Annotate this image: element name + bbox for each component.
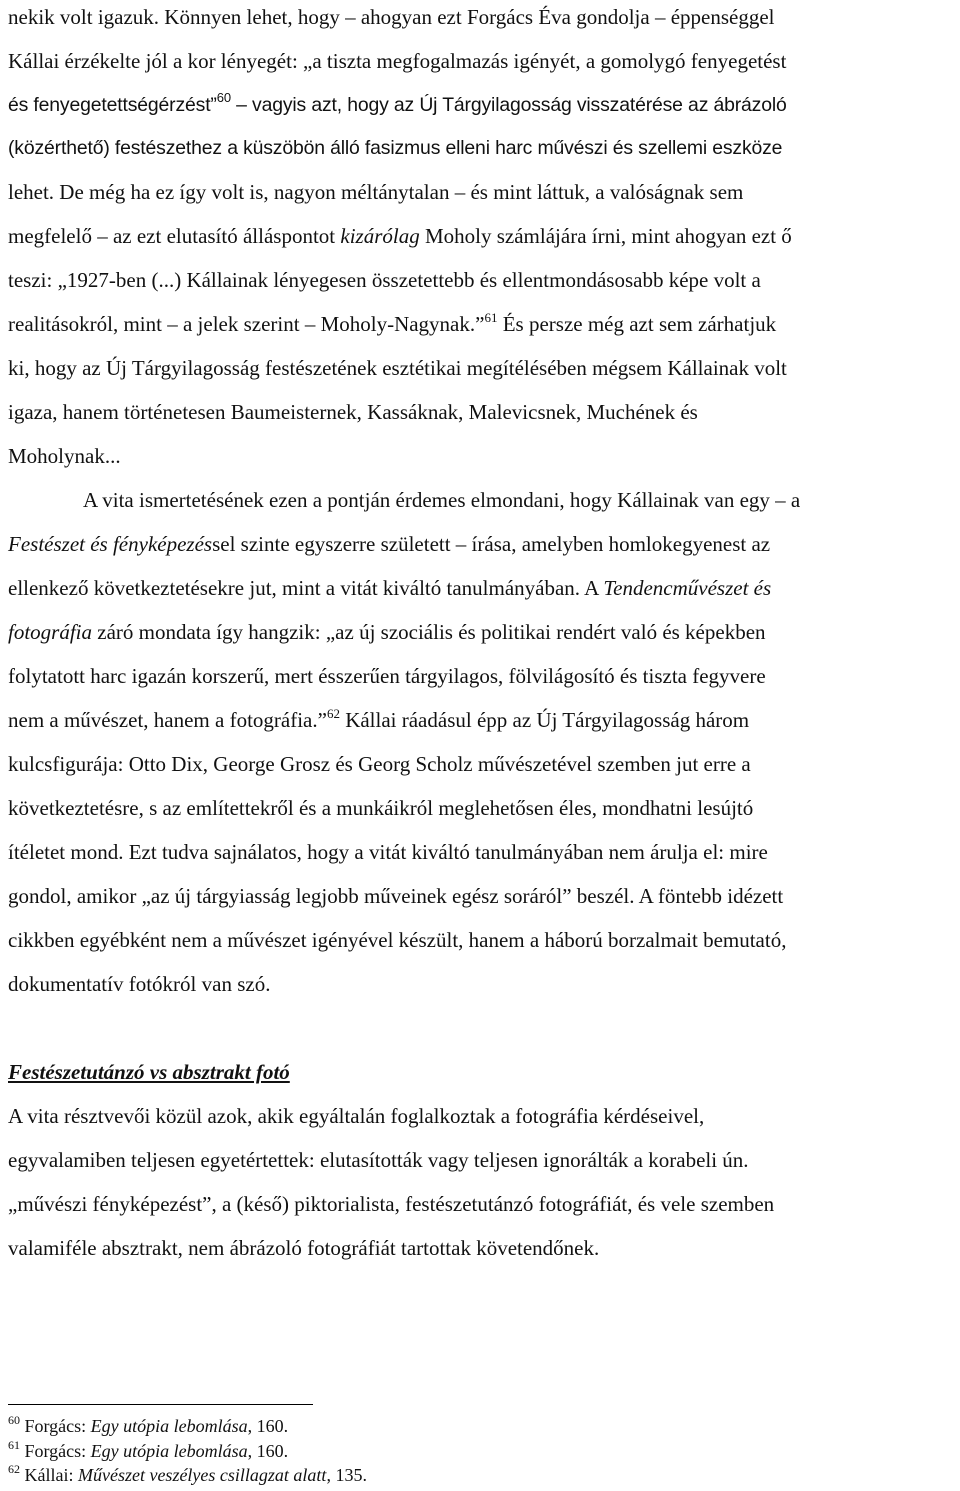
work-title-cont: fotográfia xyxy=(8,620,93,644)
footnote-60: $^{60}$ Forgács: Egy utópia lebomlása, 160. xyxy=(8,1413,289,1436)
paragraph-2-line-6: nem a művészet, hanem a fotográfia.”$^{62}$ Kállai ráadásul épp az Új Tárgyilagosság három xyxy=(8,706,750,732)
paragraph-2-line-12: dokumentatív fotókról van szó. xyxy=(8,972,271,996)
footnote-ref-61[interactable]: 61 xyxy=(484,310,498,325)
paragraph-1-line-3: és fenyegetettségérzést”$^{60}$ – vagyis azt, hogy az Új Tárgyilagosság visszatérése az ábrázoló xyxy=(8,90,787,116)
paragraph-1-line-5: lehet. De még ha ez így volt is, nagyon méltánytalan – és mint láttuk, a valóságnak sem xyxy=(8,180,744,204)
paragraph-1-line-4: (közérthető) festészethez a küszöbön álló fasizmus elleni harc művészi és szellemi eszköze xyxy=(8,137,783,159)
paragraph-1-line-11: Moholynak... xyxy=(8,444,121,468)
section-heading: Festészetutánzó vs absztrakt fotó xyxy=(8,1060,290,1084)
paragraph-3-line-1: A vita résztvevői közül azok, akik egyáltalán foglalkoztak a fotográfia kérdéseivel, xyxy=(8,1104,705,1128)
footnote-ref-62[interactable]: 62 xyxy=(326,706,340,721)
paragraph-2-line-2: Festészet és fényképezéssel szinte egyszerre született – írása, amelyben homlokegyenest az xyxy=(8,532,771,556)
paragraph-1-line-7: teszi: „1927-ben (...) Kállainak lényegesen összetettebb és ellentmondásosabb képe volt a xyxy=(8,268,761,292)
paragraph-2-line-9: ítéletet mond. Ezt tudva sajnálatos, hogy a vitát kiváltó tanulmányában nem árulja el: mire xyxy=(8,840,768,864)
footnote-61: $^{61}$ Forgács: Egy utópia lebomlása, 160. xyxy=(8,1438,289,1461)
footnote-ref-60[interactable]: 60 xyxy=(216,90,231,105)
paragraph-2-line-3: ellenkező következtetésekre jut, mint a vitát kiváltó tanulmányában. A Tendencművészet és xyxy=(8,576,772,600)
paragraph-1-line-10: igaza, hanem történetesen Baumeisternek, Kassáknak, Malevicsnek, Muchének és xyxy=(8,400,698,424)
paragraph-2-line-7: kulcsfigurája: Otto Dix, George Grosz és Georg Scholz művészetével szemben jut erre a xyxy=(8,752,751,776)
work-title: Tendencművészet és xyxy=(603,576,772,600)
paragraph-3-line-3: „művészi fényképezést”, a (késő) piktorialista, festészetutánzó fotográfiát, és vele szemben xyxy=(8,1192,775,1216)
paragraph-3-line-2: egyvalamiben teljesen egyetértettek: elutasították vagy teljesen ignorálták a korabeli ún. xyxy=(8,1148,749,1172)
paragraph-1-line-8: realitásokról, mint – a jelek szerint – Moholy-Nagynak.”$^{61}$ És persze még azt sem zárhatjuk xyxy=(8,310,777,336)
paragraph-2-line-5: folytatott harc igazán korszerű, mert ésszerűen tárgyilagos, fölvilágosító és tiszta fegyvere xyxy=(8,664,766,688)
footnote-separator xyxy=(8,1404,313,1405)
paragraph-1-line-1: nekik volt igazuk. Könnyen lehet, hogy – ahogyan ezt Forgács Éva gondolja – éppenséggel xyxy=(8,5,775,29)
paragraph-2-line-8: következtetésre, s az említettekről és a munkáikról meglehetősen éles, mondhatni lesújtó xyxy=(8,796,754,820)
paragraph-2-line-10: gondol, amikor „az új tárgyiasság legjobb műveinek egész soráról” beszél. A föntebb idézett xyxy=(8,884,784,908)
paragraph-2-line-11: cikkben egyébként nem a művészet igényével készült, hanem a háború borzalmait bemutató, xyxy=(8,928,787,952)
paragraph-3-line-4: valamiféle absztrakt, nem ábrázoló fotográfiát tartottak követendőnek. xyxy=(8,1236,600,1260)
paragraph-1-line-9: ki, hogy az Új Tárgyilagosság festészetének esztétikai megítélésében mégsem Kállainak volt xyxy=(8,356,787,380)
paragraph-1-line-6: megfelelő – az ezt elutasító álláspontot kizárólag Moholy számlájára írni, mint ahogyan ezt ő xyxy=(8,224,792,248)
paragraph-2-line-4: fotográfia záró mondata így hangzik: „az új szociális és politikai rendért való és képekben xyxy=(8,620,766,644)
emphasis: kizárólag xyxy=(340,224,420,248)
book-title: Festészet és fényképezés xyxy=(8,532,213,556)
footnote-62: $^{62}$ Kállai: Művészet veszélyes csillagzat alatt, 135. xyxy=(8,1462,367,1485)
paragraph-2-line-1: A vita ismertetésének ezen a pontján érdemes elmondani, hogy Kállainak van egy – a xyxy=(83,488,801,512)
paragraph-1-line-2: Kállai érzékelte jól a kor lényegét: „a tiszta megfogalmazás igényét, a gomolygó fenyegetést xyxy=(8,49,787,73)
